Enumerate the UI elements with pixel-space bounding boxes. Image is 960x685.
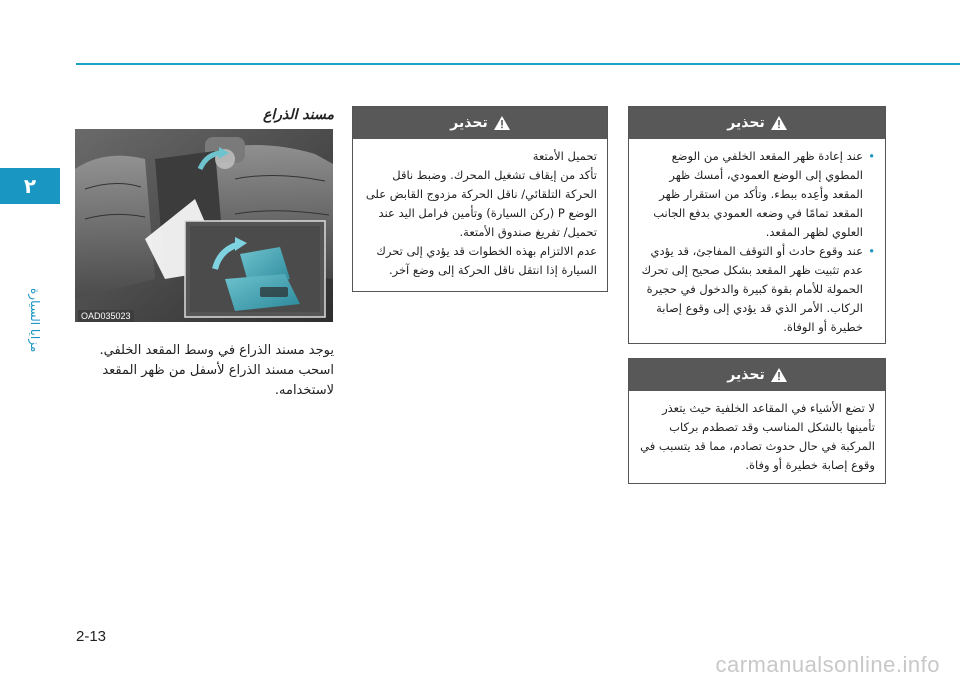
- warning-paragraph: تأكد من إيقاف تشغيل المحرك. وضبط ناقل الحركة التلقائي/ ناقل الحركة مزدوج القابض على الوضع P (ركن السيارة) وتأمين فرامل اليد عند تحميل/ تفريغ صندوق الأمتعة.: [365, 168, 597, 239]
- photo-code: OAD035023: [78, 310, 134, 322]
- warning-subtitle: تحميل الأمتعة: [532, 149, 597, 163]
- top-rule: [76, 63, 960, 65]
- warning-label: تحذير: [450, 115, 488, 131]
- warning-bullet: • عند إعادة ظهر المقعد الخلفي من الوضع المطوي إلى الوضع العمودي، أمسك ظهر المقعد وأعِده ببطء. وتأكد من استقرار ظهر المقعد تمامًا في وضعه العمودي بدفع الجانب العلوي لظهر المقعد.: [639, 147, 875, 242]
- warning-box-objects: [628, 358, 886, 484]
- warning-triangle-icon: [771, 368, 787, 382]
- page-number: 2-13: [76, 628, 107, 645]
- warning-body: [629, 391, 885, 483]
- warning-header: [629, 107, 885, 139]
- armrest-illustration: [75, 129, 333, 322]
- warning-label: تحذير: [727, 367, 765, 383]
- chapter-side-title: مزايا السيارة: [28, 287, 42, 352]
- warning-triangle-icon: [771, 116, 787, 130]
- warning-label: تحذير: [727, 115, 765, 131]
- warning-paragraph: لا تضع الأشياء في المقاعد الخلفية حيث يتعذر تأمينها بالشكل المناسب وقد تصطدم بركاب المركبة في حال حدوث تصادم، مما قد يتسبب في وقوع إصابة خطيرة أو وفاة.: [640, 401, 875, 472]
- warning-header: [629, 359, 885, 391]
- warning-paragraph: عدم الالتزام بهذه الخطوات قد يؤدي إلى تحرك السيارة إذا انتقل ناقل الحركة إلى وضع آخر.: [376, 244, 597, 277]
- warning-body: [629, 139, 885, 345]
- warning-box-seatback: [628, 106, 886, 344]
- warning-header: [353, 107, 607, 139]
- warning-body: [353, 139, 607, 288]
- caption: يوجد مسند الذراع في وسط المقعد الخلفي. اسحب مسند الذراع لأسفل من ظهر المقعد لاستخدامه.: [99, 343, 334, 398]
- warning-box-luggage: [352, 106, 608, 292]
- warning-bullet: • عند وقوع حادث أو التوقف المفاجئ، قد يؤدي عدم تثبيت ظهر المقعد بشكل صحيح إلى تحرك الحمولة للأمام بقوة كبيرة والدخول في حجيرة الركاب. الأمر الذي قد يؤدي إلى وقوع إصابة خطيرة أو الوفاة.: [639, 242, 875, 337]
- watermark: carmanualsonline.info: [715, 652, 940, 677]
- warning-triangle-icon: [494, 116, 510, 130]
- section-title: مسند الذراع: [263, 107, 334, 123]
- chapter-tab: ٢: [0, 168, 60, 204]
